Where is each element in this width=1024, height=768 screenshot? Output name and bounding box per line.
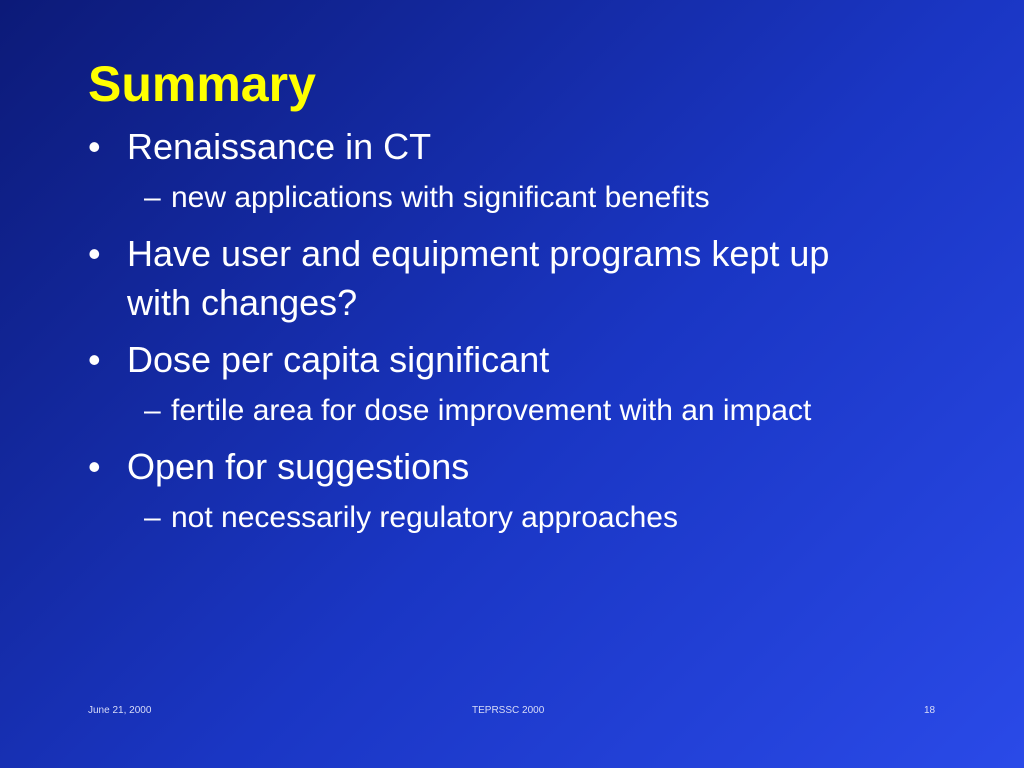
bullet-text: Open for suggestions	[127, 446, 470, 487]
bullet-item	[88, 229, 988, 327]
footer-date: June 21, 2000	[88, 705, 152, 716]
bullet-item	[88, 335, 988, 384]
slide-title: Summary	[88, 56, 316, 112]
bullet-marker: •	[88, 233, 101, 274]
sub-bullet-item	[144, 175, 891, 221]
bullet-list	[88, 122, 988, 541]
sub-bullet-text: not necessarily regulatory approaches	[171, 501, 678, 534]
sub-bullet-marker: –	[144, 181, 161, 214]
sub-bullet-marker: –	[144, 394, 161, 427]
sub-bullet-item	[144, 388, 891, 434]
sub-bullet-text: new applications with significant benefits	[171, 181, 710, 214]
bullet-marker: •	[88, 446, 101, 487]
sub-bullet-item	[144, 495, 891, 541]
footer-page-number: 18	[924, 705, 936, 716]
bullet-text: Have user and equipment programs kept up with changes?	[127, 233, 830, 323]
bullet-item	[88, 442, 988, 491]
bullet-marker: •	[88, 126, 101, 167]
sub-bullet-text: fertile area for dose improvement with an impact	[171, 394, 812, 427]
bullet-item	[88, 122, 988, 171]
bullet-marker: •	[88, 339, 101, 380]
bullet-text: Renaissance in CT	[127, 126, 432, 167]
sub-bullet-marker: –	[144, 501, 161, 534]
bullet-text: Dose per capita significant	[127, 339, 550, 380]
footer-event: TEPRSSC 2000	[472, 705, 545, 716]
